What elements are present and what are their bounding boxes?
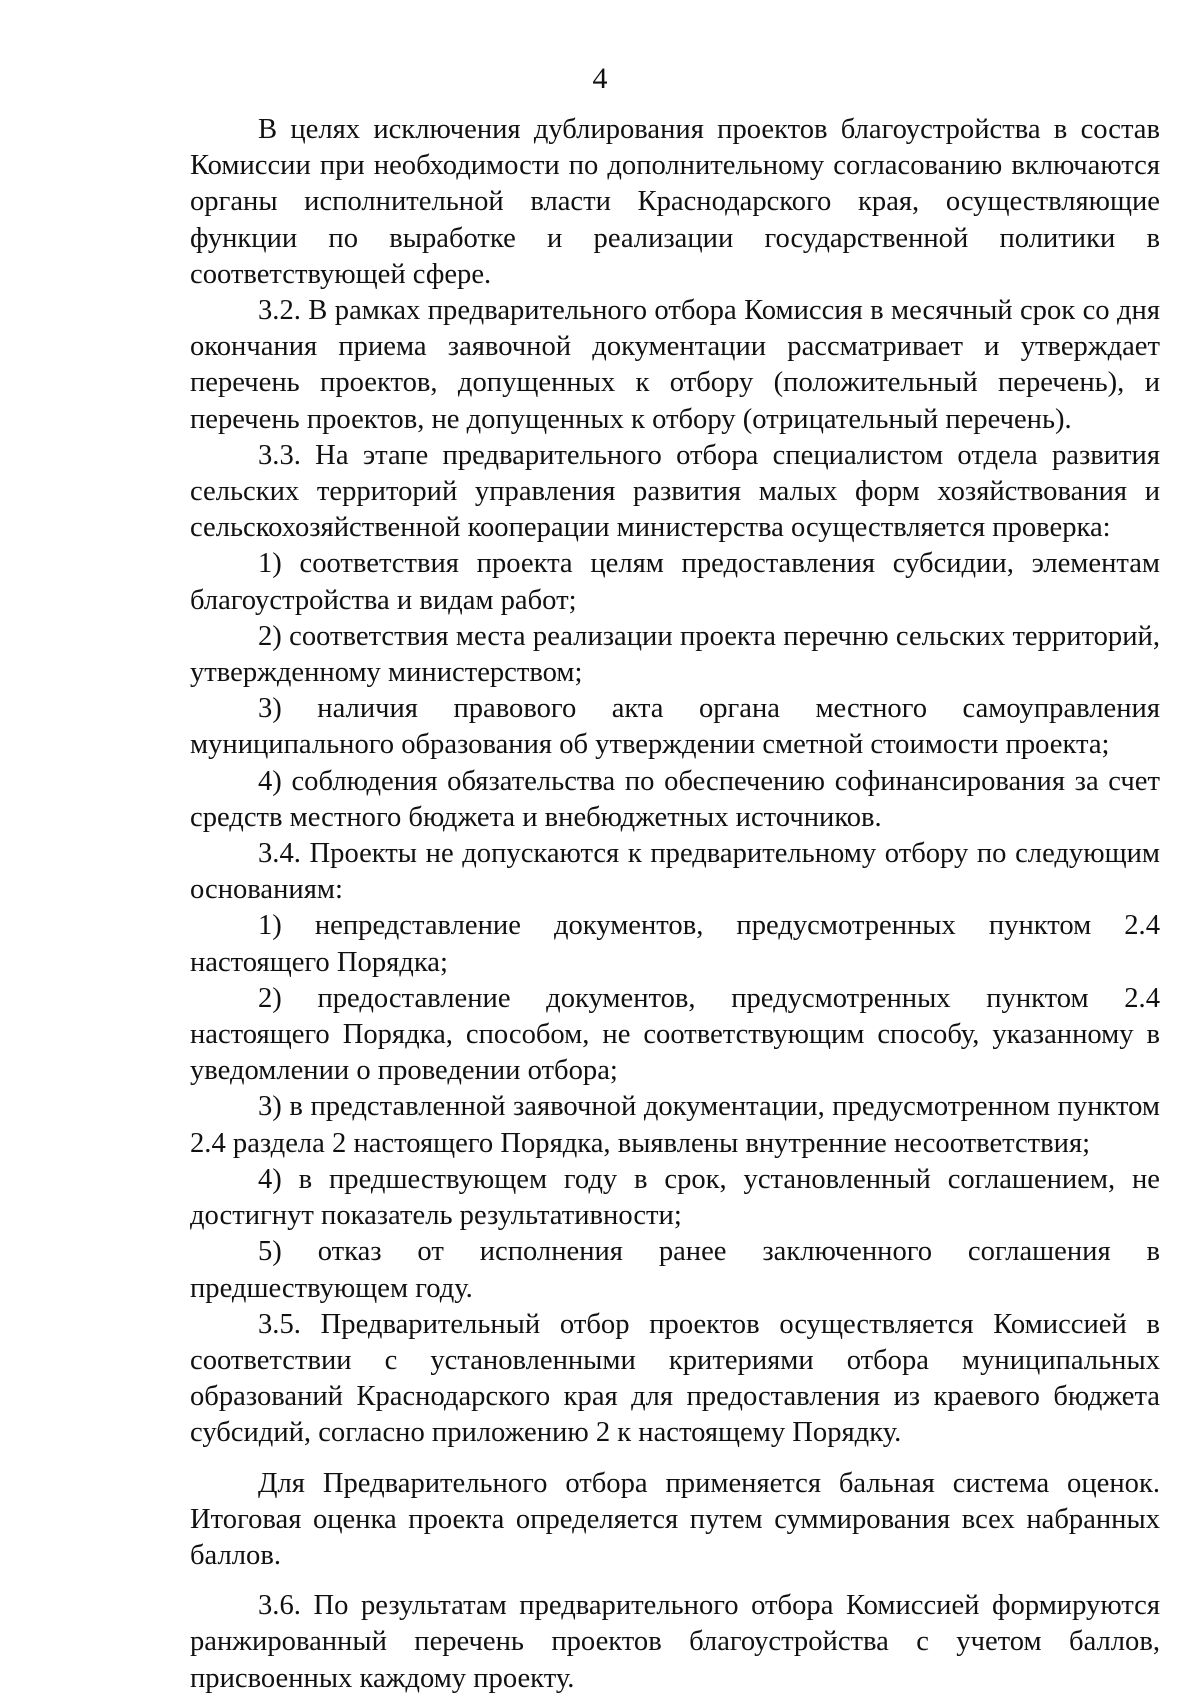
page-number: 4 — [592, 62, 608, 95]
paragraph-3-2: 3.2. В рамках предварительного отбора Комиссия в месячный срок со дня окончания приема заявочной документации рассматривает и утверждает перечень проектов, допущенных к отбору (положительный перечень), и перечень проектов, не допущенных к отбору (отрицательный перечень). — [190, 295, 1160, 435]
check-item-2: 2) соответствия места реализации проекта перечню сельских территорий, утвержденному министерством; — [190, 620, 1160, 689]
rejection-ground-3: 3) в представленной заявочной документации, предусмотренном пунктом 2.4 раздела 2 настоящего Порядка, выявлены внутренние несоответствия; — [190, 1091, 1160, 1159]
check-item-1: 1) соответствия проекта целям предоставления субсидии, элементам благоустройства и видам работ; — [190, 548, 1160, 616]
paragraph-3-5: 3.5. Предварительный отбор проектов осуществляется Комиссией в соответствии с установленными критериями отбора муниципальных образований Краснодарского края для предоставления из краевого бюджета субсидий, согласно приложению 2 к настоящему Порядку. — [190, 1308, 1160, 1449]
paragraph-commission-composition: В целях исключения дублирования проектов благоустройства в состав Комиссии при необходимости по дополнительному согласованию включаются органы исполнительной власти Краснодарского края, осуществляющие функции по выработке и реализации государственной политики в соответствующей сфере. — [190, 114, 1160, 290]
paragraph-3-3: 3.3. На этапе предварительного отбора специалистом отдела развития сельских территорий управления развития малых форм хозяйствования и сельскохозяйственной кооперации министерства осуществляется проверка: — [190, 439, 1160, 544]
paragraph-3-4: 3.4. Проекты не допускаются к предварительному отбору по следующим основаниям: — [190, 838, 1160, 906]
rejection-ground-1: 1) непредставление документов, предусмотренных пунктом 2.4 настоящего Порядка; — [190, 910, 1160, 978]
rejection-ground-4: 4) в предшествующем году в срок, установленный соглашением, не достигнут показатель результативности; — [190, 1163, 1160, 1232]
check-item-3: 3) наличия правового акта органа местного самоуправления муниципального образования об утверждении сметной стоимости проекта; — [190, 693, 1160, 761]
check-item-4: 4) соблюдения обязательства по обеспечению софинансирования за счет средств местного бюджета и внебюджетных источников. — [190, 765, 1160, 833]
paragraph-scoring-system: Для Предварительного отбора применяется бальная система оценок. Итоговая оценка проекта определяется путем суммирования всех набранных баллов. — [190, 1467, 1160, 1571]
rejection-ground-2: 2) предоставление документов, предусмотренных пунктом 2.4 настоящего Порядка, способом, не соответствующим способу, указанному в уведомлении о проведении отбора; — [190, 982, 1160, 1087]
document-body — [190, 112, 1160, 1697]
paragraph-3-6: 3.6. По результатам предварительного отбора Комиссией формируются ранжированный перечень проектов благоустройства с учетом баллов, присвоенных каждому проекту. — [190, 1590, 1160, 1694]
rejection-ground-5: 5) отказ от исполнения ранее заключенного соглашения в предшествующем году. — [190, 1236, 1160, 1304]
